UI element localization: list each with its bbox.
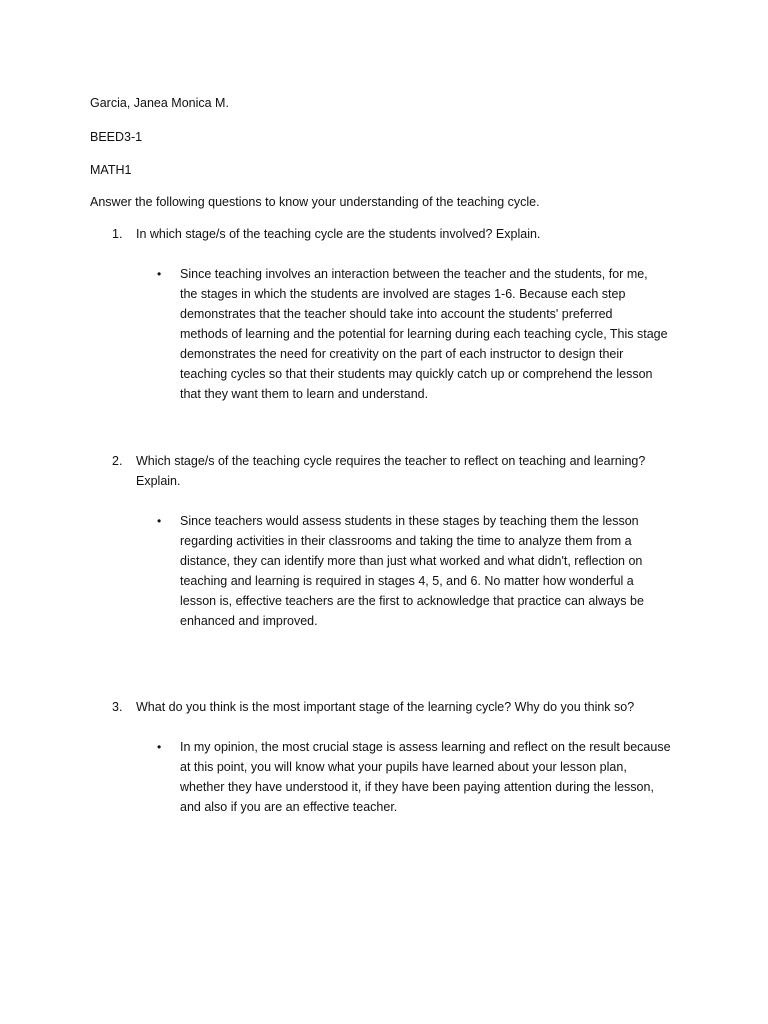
student-name: Garcia, Janea Monica M. bbox=[90, 96, 229, 110]
question-3-answer: In my opinion, the most crucial stage is assess learning and reflect on the result because at this point, you will know what your pupils have learned about your lesson plan, whether they have understood it, if they have been paying attention during the lesson, and also if you are an effective teacher. bbox=[180, 740, 671, 814]
question-3-bullet: • bbox=[157, 740, 162, 754]
question-3-number: 3. bbox=[112, 700, 123, 714]
question-2-answer: Since teachers would assess students in these stages by teaching them the lesson regarding activities in their classrooms and taking the time to analyze them from a distance, they can identify more than just what worked and what didn't, reflection on teaching and learning is required in stages 4, 5, and 6. No matter how wonderful a lesson is, effective teachers are the first to acknowledge that practice can always be enhanced and improved. bbox=[180, 514, 644, 628]
question-1-bullet: • bbox=[157, 267, 162, 281]
question-3-text: What do you think is the most important stage of the learning cycle? Why do you think so? bbox=[136, 700, 635, 714]
question-2-bullet: • bbox=[157, 514, 162, 528]
question-1-answer: Since teaching involves an interaction between the teacher and the students, for me, the stages in which the students are involved are stages 1-6. Because each step demonstrates that the teacher should take into account the students' preferred methods of learning and the potential for learning during each teaching cycle, This stage demonstrates the need for creativity on the part of each instructor to design their teaching cycles so that their students may quickly catch up or comprehend the lesson that they want them to learn and understand. bbox=[180, 267, 668, 401]
course-section: BEED3-1 bbox=[90, 130, 143, 144]
question-1-text: In which stage/s of the teaching cycle are the students involved? Explain. bbox=[136, 227, 541, 241]
question-2-text: Which stage/s of the teaching cycle requires the teacher to reflect on teaching and learning? Explain. bbox=[136, 454, 646, 488]
instruction-text: Answer the following questions to know your understanding of the teaching cycle. bbox=[90, 195, 540, 209]
question-2-number: 2. bbox=[112, 454, 123, 468]
subject-code: MATH1 bbox=[90, 163, 132, 177]
question-1-number: 1. bbox=[112, 227, 123, 241]
